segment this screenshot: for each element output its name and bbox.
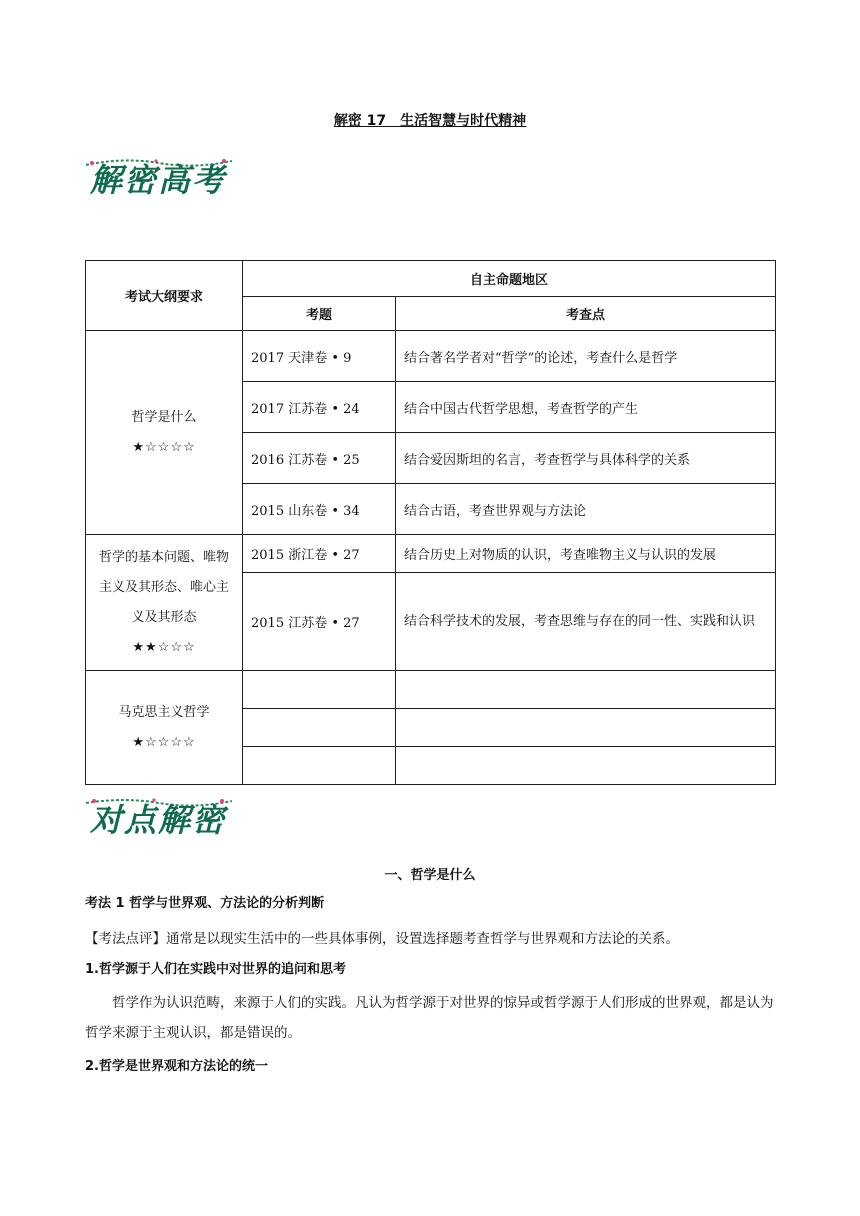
difficulty-stars: ★★☆☆☆	[132, 639, 196, 655]
header-question: 考题	[243, 297, 396, 331]
topic-name: 哲学的基本问题、唯物主义及其形态、唯心主义及其形态	[98, 549, 229, 625]
topic-cell	[86, 671, 243, 785]
method-review: 【考法点评】通常是以现实生活中的一些具体事例，设置选择题考查哲学与世界观和方法论的关系。	[85, 931, 679, 947]
question-cell	[243, 747, 396, 785]
question-cell: 2015 浙江卷 • 27	[243, 535, 396, 573]
banner-jiemi-gaokao	[84, 155, 234, 205]
question-cell: 2015 江苏卷 • 27	[243, 573, 396, 671]
point-cell: 结合历史上对物质的认识，考查唯物主义与认识的发展	[396, 535, 776, 573]
table-row	[86, 535, 776, 573]
point-cell: 结合古语，考查世界观与方法论	[396, 484, 776, 535]
topic-cell	[86, 331, 243, 535]
header-region: 自主命题地区	[243, 261, 776, 297]
header-point: 考查点	[396, 297, 776, 331]
point-cell	[396, 747, 776, 785]
syllabus-table	[85, 260, 776, 785]
table-row	[86, 671, 776, 709]
topic-cell	[86, 535, 243, 671]
banner-text: 解密高考	[90, 161, 227, 199]
header-syllabus: 考试大纲要求	[86, 261, 243, 331]
point-cell: 结合爱因斯坦的名言，考查哲学与具体科学的关系	[396, 433, 776, 484]
topic-name: 马克思主义哲学	[118, 704, 210, 720]
question-cell	[243, 671, 396, 709]
question-cell: 2016 江苏卷 • 25	[243, 433, 396, 484]
point-cell: 结合中国古代哲学思想，考查哲学的产生	[396, 382, 776, 433]
difficulty-stars: ★☆☆☆☆	[132, 439, 196, 455]
point-cell	[396, 709, 776, 747]
question-cell: 2017 江苏卷 • 24	[243, 382, 396, 433]
topic-name: 哲学是什么	[131, 409, 197, 425]
banner-duidian-jiemi	[84, 795, 234, 845]
point-cell: 结合科学技术的发展，考查思维与存在的同一性、实践和认识	[396, 573, 776, 671]
method-title: 考法 1 哲学与世界观、方法论的分析判断	[85, 896, 325, 911]
question-cell	[243, 709, 396, 747]
point-cell	[396, 671, 776, 709]
banner-text: 对点解密	[90, 801, 227, 839]
difficulty-stars: ★☆☆☆☆	[132, 734, 196, 750]
page-title: 解密 17 生活智慧与时代精神	[333, 113, 527, 129]
section-heading: 一、哲学是什么	[384, 868, 476, 883]
table-row	[86, 331, 776, 382]
question-cell: 2015 山东卷 • 34	[243, 484, 396, 535]
point1-title: 1.哲学源于人们在实践中对世界的追问和思考	[85, 962, 346, 977]
question-cell: 2017 天津卷 • 9	[243, 331, 396, 382]
point-cell: 结合著名学者对“哲学”的论述，考查什么是哲学	[396, 331, 776, 382]
point1-body: 哲学作为认识范畴，来源于人们的实践。凡认为哲学源于对世界的惊异或哲学源于人们形成的世界观，都是认为哲学来源于主观认识，都是错误的。	[85, 995, 774, 1041]
point2-title: 2.哲学是世界观和方法论的统一	[85, 1059, 268, 1074]
